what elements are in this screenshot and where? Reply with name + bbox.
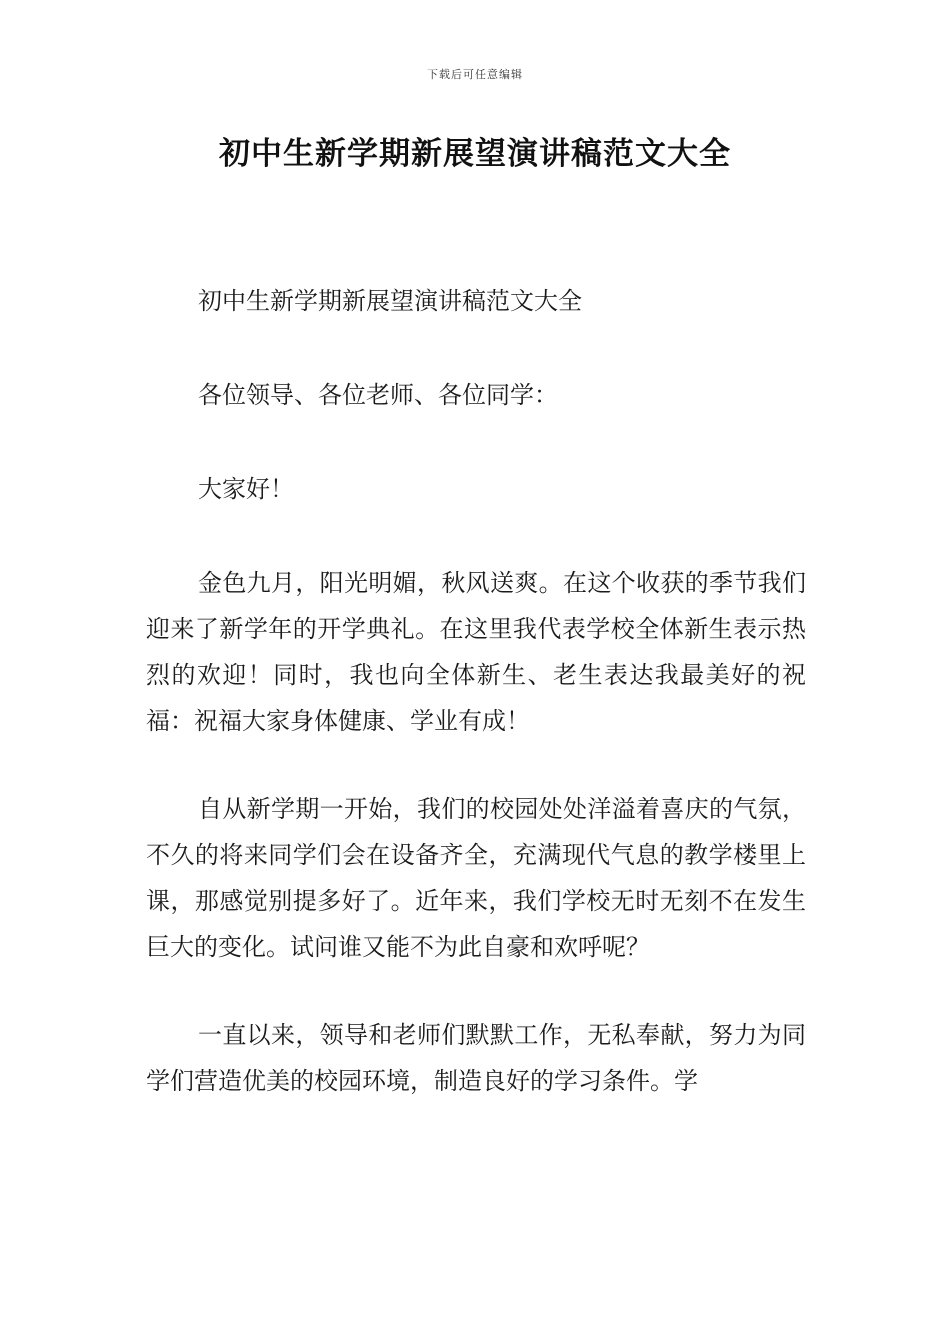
paragraph-body: 一直以来，领导和老师们默默工作，无私奉献，努力为同学们营造优美的校园环境，制造良好的学习条件。学: [146, 1021, 806, 1095]
paragraph-body: 自从新学期一开始，我们的校园处处洋溢着喜庆的气氛，不久的将来同学们会在设备齐全，充满现代气息的教学楼里上课，那感觉别提多好了。近年来，我们学校无时无刻不在发生巨大的变化。试问谁又能不为此自豪和欢呼呢？: [146, 795, 806, 961]
paragraph-greeting: 大家好！: [198, 475, 294, 503]
paragraph-salutation: 各位领导、各位老师、各位同学：: [198, 381, 558, 409]
document-body: [146, 278, 806, 1146]
paragraph-subtitle: 初中生新学期新展望演讲稿范文大全: [198, 287, 582, 315]
paragraph-body: 金色九月，阳光明媚，秋风送爽。在这个收获的季节我们迎来了新学年的开学典礼。在这里我代表学校全体新生表示热烈的欢迎！同时，我也向全体新生、老生表达我最美好的祝福：祝福大家身体健康、学业有成！: [146, 569, 806, 735]
document-title: 初中生新学期新展望演讲稿范文大全: [219, 136, 731, 172]
header-note: 下载后可任意编辑: [427, 68, 523, 81]
